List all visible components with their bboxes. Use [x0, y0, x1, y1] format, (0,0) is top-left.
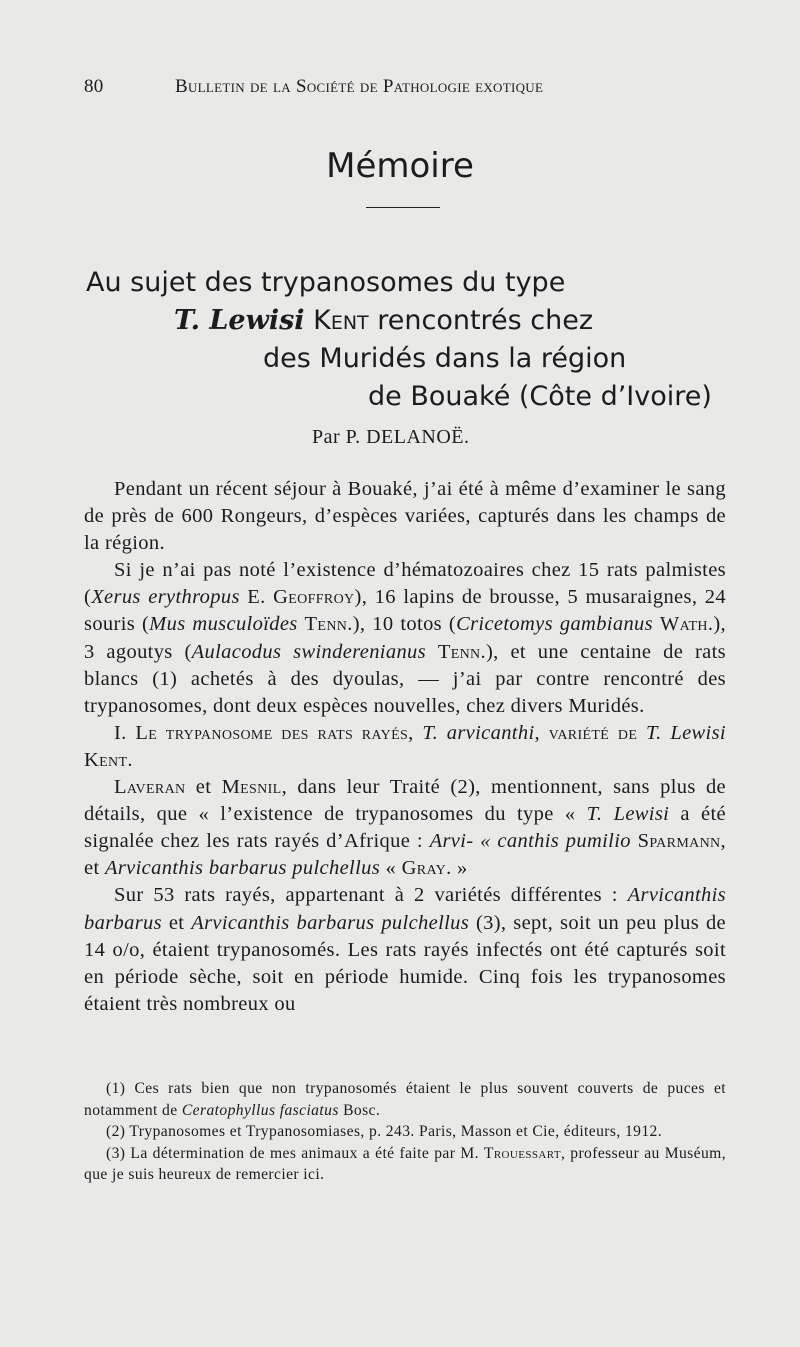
species-name: Arvi- « canthis pumilio: [429, 830, 631, 853]
footnote-1: [84, 1078, 726, 1121]
page-number: 80: [84, 76, 104, 97]
text-run: (3) La détermination de mes animaux a été faite par M.: [106, 1144, 484, 1162]
species-name: Mus musculoïdes: [149, 613, 298, 636]
text-run: Si je n’ai pas noté l’existence d’hématozoaires chez 15 rats palmistes (: [84, 559, 726, 609]
author-name: Tenn.: [304, 613, 353, 636]
title-rule: [366, 207, 440, 208]
footnotes: [84, 1078, 726, 1186]
article-title-line-3: des Muridés dans la région: [263, 343, 627, 374]
text-run: [631, 830, 638, 852]
text-run: Bosc.: [338, 1101, 381, 1119]
article-title-line-1: Au sujet des trypanosomes du type: [86, 267, 566, 298]
paragraph-3: [84, 774, 726, 882]
text-run: et: [161, 911, 192, 934]
text-run: , variété de: [534, 721, 646, 744]
text-run: et: [185, 776, 222, 799]
article-title: [0, 264, 800, 416]
text-run: ), et une centaine de rats blancs (1) achetés à des dyoulas, — j’ai par contre rencontré des trypanosomes, dont deux espèces nouvelles, chez divers Muridés.: [84, 640, 727, 717]
species-name: Ceratophyllus fasciatus: [181, 1101, 339, 1119]
species-name: Xerus erythropus: [91, 586, 240, 609]
author-name: Sparmann: [637, 830, 721, 853]
text-run: (3), sept, soit un peu plus de 14 o/o, étaient trypanosomés. Les rats rayés infectés ont été capturés soit en période sèche, soit en période humide. Cinq fois les trypanosomes étaient très nombreux ou: [84, 911, 727, 1015]
author-name: Wath.: [659, 613, 714, 636]
species-name: Aulacodus swinderenianus: [191, 640, 426, 663]
section-heading: [84, 720, 726, 774]
author-name: Gray: [401, 857, 447, 880]
text-run: E.: [239, 586, 274, 609]
body-text: [84, 476, 726, 1018]
species-name: Cricetomys gambianus: [456, 613, 653, 636]
footnote-2: (2) Trypanosomes et Trypanosomiases, p. 243. Paris, Masson et Cie, éditeurs, 1912.: [106, 1123, 663, 1141]
species-name: T. Lewisi: [586, 803, 670, 826]
text-run: . »: [446, 857, 468, 880]
text-run: , dans leur Traité (2), mentionnent, sans plus de détails, que « l’existence de trypanosomes du type «: [84, 776, 727, 826]
species-name: T. arvicanthi: [422, 721, 535, 744]
paragraph-2: [84, 557, 726, 720]
article-title-line-4: de Bouaké (Côte d’Ivoire): [368, 381, 712, 412]
author-name: Mesnil: [221, 776, 282, 799]
text-run: ), 10 totos (: [352, 613, 457, 636]
paragraph-1: Pendant un récent séjour à Bouaké, j’ai été à même d’examiner le sang de près de 600 Rongeurs, d’espèces variées, capturés dans les champs de la région.: [84, 478, 726, 555]
author-line: Par P. DELANOË.: [312, 426, 470, 448]
article-title-line-2-rest: rencontrés chez: [377, 305, 594, 336]
author-name: Kent.: [84, 748, 133, 771]
text-run: , professeur au Muséum, que je suis heureux de remercier ici.: [84, 1144, 726, 1184]
author-name: Geoffroy: [273, 586, 355, 609]
text-run: I. Le trypanosome des rats rayés,: [114, 721, 423, 744]
paragraph-4: [84, 882, 726, 1017]
text-run: ), 3 agoutys (: [84, 613, 726, 663]
text-run: (1) Ces rats bien que non trypanosomés étaient le plus souvent couverts de puces et notamment de: [84, 1080, 726, 1119]
species-name: T. Lewisi: [174, 305, 305, 336]
author-name: Laveran: [114, 776, 186, 799]
text-run: [298, 613, 305, 635]
text-run: [426, 641, 438, 663]
text-run: Sur 53 rats rayés, appartenant à 2 variétés différentes :: [114, 884, 628, 907]
author-name: Trouessart: [483, 1144, 561, 1162]
author-name: Tenn.: [437, 640, 486, 663]
text-run: «: [380, 857, 402, 880]
footnote-3: [84, 1143, 726, 1186]
text-run: , et: [84, 830, 726, 880]
text-run: a été signalée chez les rats rayés d’Afrique :: [84, 803, 726, 853]
section-title: Mémoire: [326, 146, 474, 186]
species-name: Arvicanthis barbarus pulchellus: [104, 857, 381, 880]
species-author: Kent: [313, 305, 369, 336]
text-run: [653, 613, 660, 635]
species-name: Arvicanthis barbarus pulchellus: [191, 911, 470, 934]
species-name: Arvicanthis barbarus: [84, 884, 726, 934]
text-run: ), 16 lapins de brousse, 5 musaraignes, 24 souris (: [84, 586, 726, 636]
species-name: T. Lewisi: [645, 721, 726, 744]
article-title-line-2: [174, 302, 593, 340]
journal-title: Bulletin de la Société de Pathologie exotique: [175, 76, 544, 97]
